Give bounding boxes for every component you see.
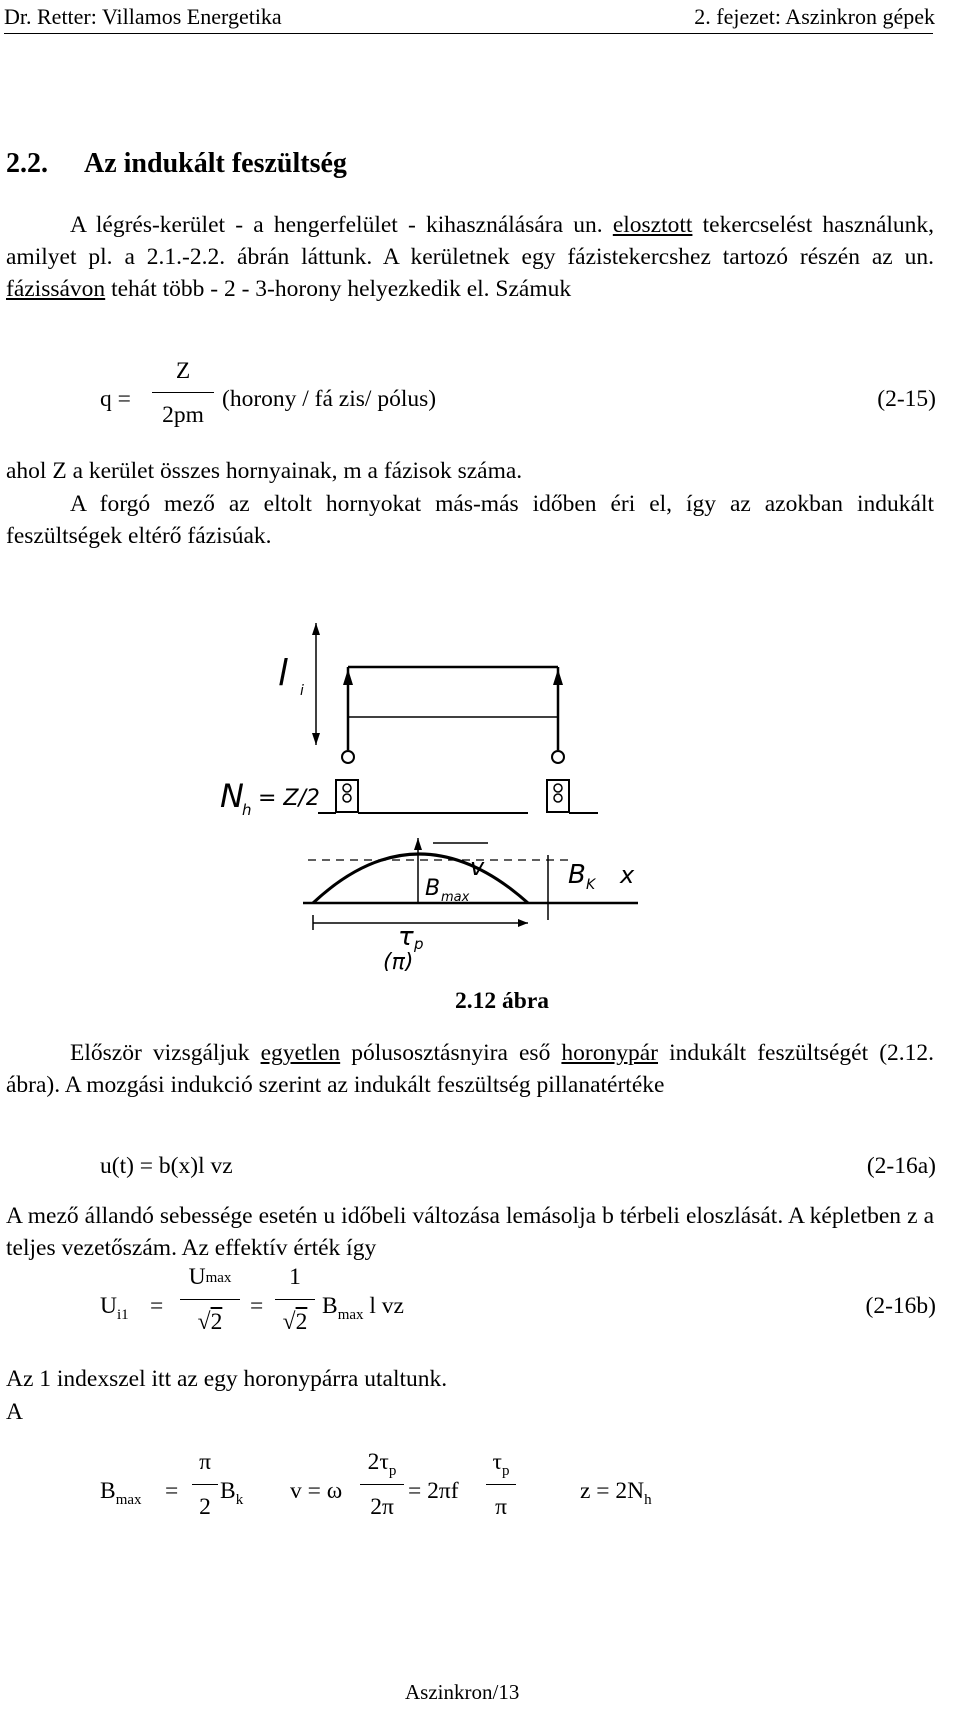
header-left: Dr. Retter: Villamos Energetika: [4, 4, 282, 29]
eq16b-number: (2-16b): [865, 1293, 936, 1319]
bk-sub-label: K: [586, 877, 596, 893]
eq16b-tail-main: B: [322, 1293, 338, 1319]
eq15-denom: 2pm: [162, 402, 204, 428]
p4-text-2: pólusosztásnyira eső: [351, 1040, 551, 1066]
eqf-2tau-main: 2τ: [367, 1449, 389, 1475]
eq15-number: (2-15): [877, 386, 936, 412]
eq16b-tail-sub: max: [337, 1307, 364, 1323]
figure-2-12: [218, 585, 742, 971]
paragraph-5: A mező állandó sebessége esetén u időbeli változása lemásolja b térbeli eloszlását. A képletben z a teljes vezetőszám. Az effektív érték így: [6, 1203, 934, 1261]
eqf-fraction-bar-1: [192, 1484, 218, 1485]
eqf-z-sub: h: [644, 1492, 652, 1508]
eqf-pi: π: [199, 1449, 211, 1475]
p1-text-2: tekercselést használunk, amilyet pl. a 2.1.-2.2. ábrán láttunk. A kerületnek egy fázistekercshez tartozó részén az un.: [6, 212, 935, 270]
eq16b-eq2: =: [250, 1293, 264, 1319]
eq16b-u: [100, 1293, 129, 1323]
nh-sub-label: h: [242, 801, 252, 819]
eq16b-tail: [322, 1293, 404, 1323]
eqf-pi2: π: [495, 1494, 507, 1520]
eqf-tau-sub: p: [501, 1463, 510, 1479]
eq16b-denom2-value: 2: [295, 1309, 308, 1335]
paragraph-7: A: [6, 1399, 23, 1425]
eqf-eq2: = 2πf: [408, 1478, 459, 1504]
eqf-z: [580, 1478, 652, 1508]
eq16b-denom2: √2: [282, 1309, 308, 1335]
paragraph-4: [6, 1037, 934, 1101]
paragraph-6: Az 1 indexszel itt az egy horonypárra utaltunk.: [6, 1366, 448, 1392]
pi-label: (π): [383, 950, 414, 971]
tp-sub-label: p: [414, 935, 424, 953]
eq15-unit: (horony / fá zis/ pólus): [222, 386, 437, 412]
eq15-lhs: q =: [100, 386, 131, 412]
p4-underlined-2: horonypár: [561, 1040, 659, 1066]
p1-underlined-2: fázissávon: [6, 276, 106, 302]
eqf-fraction-bar-2: [360, 1484, 404, 1485]
eqf-eq: =: [165, 1478, 179, 1504]
eq16b-numer1: [180, 1264, 240, 1291]
eqf-two: 2: [199, 1494, 211, 1520]
eq16a-number: (2-16a): [866, 1153, 936, 1179]
p4-text-3: indukált feszültségét (2.12. ábra). A mozgási indukció szerint az indukált feszültség pillanatértéke: [6, 1040, 935, 1098]
figure-background: [218, 585, 742, 971]
eqf-bk: [220, 1478, 244, 1508]
eq16b-numer2: 1: [289, 1264, 301, 1290]
eqf-2pi: 2π: [370, 1494, 394, 1520]
eq16b-numer1-main: U: [188, 1264, 206, 1290]
eq16b-denom1: √2: [197, 1309, 223, 1335]
li-label: l: [278, 653, 289, 694]
header-right: 2. fejezet: Aszinkron gépek: [694, 4, 935, 29]
eq16b-eq1: =: [150, 1293, 164, 1319]
paragraph-2: ahol Z a kerület összes hornyainak, m a fázisok száma.: [6, 458, 523, 484]
eqf-2tau: [360, 1449, 404, 1479]
p1-text-1: A légrés-kerület - a hengerfelület - kihasználására un.: [70, 212, 603, 238]
section-title: [6, 148, 347, 180]
eqf-bk-main: B: [220, 1478, 236, 1504]
v-label: v: [470, 853, 485, 881]
p1-underlined-1: elosztott: [612, 212, 693, 238]
eq16b-tail-2: l vz: [369, 1293, 404, 1319]
x-label: x: [620, 861, 635, 889]
eq16b-numer1-sub: max: [205, 1270, 232, 1286]
nh-eq-label: = Z/2: [258, 786, 320, 811]
bmax-label: B: [425, 876, 441, 901]
p4-text-1: Először vizsgáljuk: [70, 1040, 250, 1066]
eqf-bmax-main: B: [100, 1478, 116, 1504]
bk-label: B: [568, 860, 586, 890]
eq16b-fraction-bar-2: [275, 1299, 315, 1300]
eqf-fraction-bar-3: [486, 1484, 516, 1485]
header-rule: [4, 33, 933, 34]
eq16a-expression: u(t) = b(x)l vz: [100, 1153, 233, 1179]
eqf-bmax: [100, 1478, 142, 1508]
li-sub-label: i: [300, 683, 304, 699]
eqf-tau: [486, 1449, 516, 1479]
eq15-numer: Z: [175, 358, 191, 384]
eqf-v: v = ω: [290, 1478, 343, 1504]
eq16b-u-sub: i1: [116, 1307, 129, 1323]
section-title-text: Az indukált feszültség: [84, 148, 347, 179]
eqf-bmax-sub: max: [115, 1492, 142, 1508]
eq15-fraction-bar: [152, 392, 214, 393]
nh-label: N: [220, 777, 244, 815]
section-number: 2.2.: [6, 148, 48, 179]
p3-text: A forgó mező az eltolt hornyokat más-más időben éri el, így az azokban indukált feszültségek eltérő fázisúak.: [6, 491, 934, 549]
tp-label: τ: [398, 922, 414, 952]
paragraph-3: [6, 488, 934, 552]
p4-underlined-1: egyetlen: [260, 1040, 341, 1066]
eq16b-u-main: U: [100, 1293, 117, 1319]
p1-text-3: tehát több - 2 - 3-horony helyezkedik el. Számuk: [111, 276, 572, 302]
figure-caption: 2.12 ábra: [455, 988, 549, 1014]
paragraph-1: [6, 209, 934, 305]
eq16b-denom1-value: 2: [210, 1309, 223, 1335]
eqf-2tau-sub: p: [388, 1463, 397, 1479]
eqf-tau-main: τ: [492, 1449, 502, 1475]
page-footer: Aszinkron/13: [405, 1680, 520, 1704]
bmax-sub-label: max: [441, 890, 470, 905]
eqf-bk-sub: k: [235, 1492, 244, 1508]
eq16b-fraction-bar-1: [180, 1299, 240, 1300]
eqf-z-main: z = 2N: [580, 1478, 645, 1504]
